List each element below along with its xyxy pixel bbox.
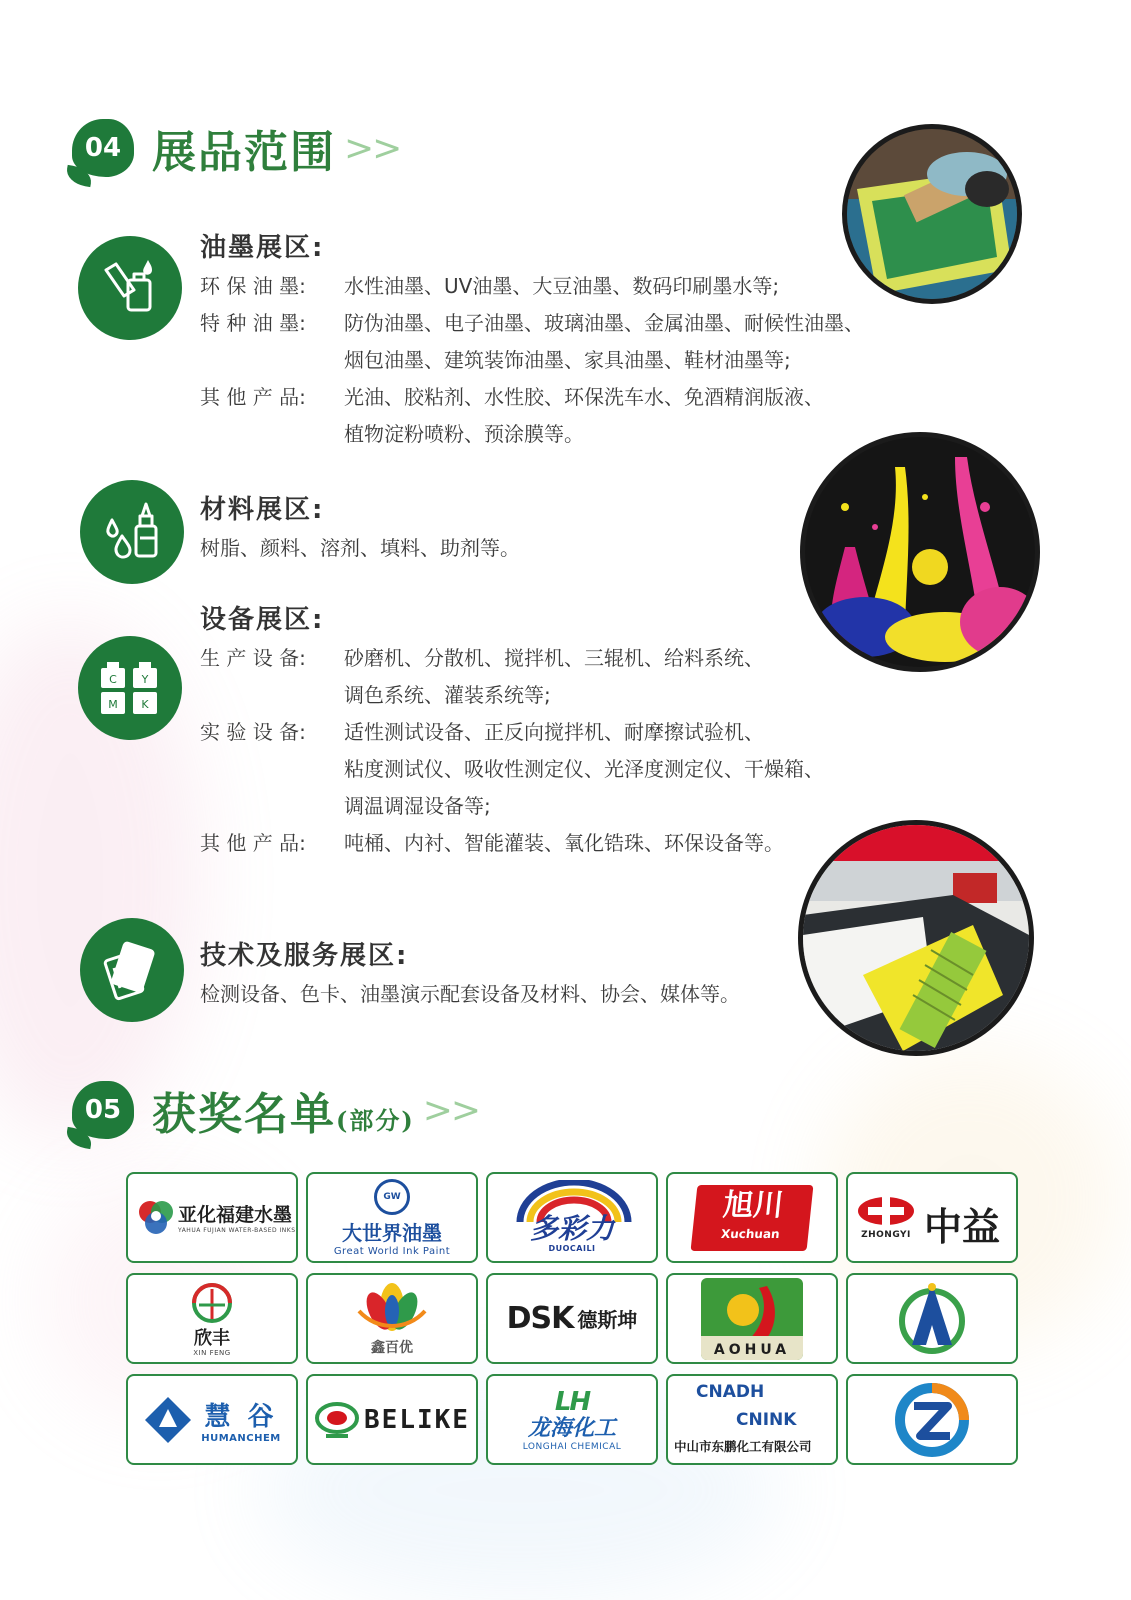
logo-yahua <box>126 1172 298 1263</box>
belike-mark-icon <box>314 1398 360 1442</box>
logo-name: 中山市东鹏化工有限公司 <box>674 1439 812 1454</box>
row-value-cont: 粘度测试仪、吸收性测定仪、光泽度测定仪、干燥箱、 <box>344 757 824 781</box>
row-label: 生 产 设 备: <box>200 646 306 670</box>
award-logo-grid <box>126 1172 1018 1465</box>
logo-dsk <box>486 1273 658 1364</box>
logo-zhongyi <box>846 1172 1018 1263</box>
logo-name: 大世界油墨 <box>341 1220 442 1245</box>
logo-z <box>846 1374 1018 1465</box>
equipment-heading: 设备展区: <box>200 605 325 635</box>
logo-aohua <box>666 1273 838 1364</box>
section-number: 04 <box>84 133 122 163</box>
mountain-mark-icon <box>892 1279 972 1359</box>
material-category-icon <box>80 480 184 584</box>
row-value: 水性油墨、UV油墨、大豆油墨、数码印刷墨水等; <box>344 274 780 298</box>
logo-name: 多彩力 <box>529 1212 614 1245</box>
logo-xuchuan <box>666 1172 838 1263</box>
row-label: 其 他 产 品: <box>200 831 306 855</box>
yahua-mark-icon <box>134 1196 178 1240</box>
ink-section <box>200 228 864 453</box>
petal-flower-icon <box>357 1281 427 1333</box>
logo-name: AOHUA <box>713 1341 791 1358</box>
logo-mountain <box>846 1273 1018 1364</box>
equipment-row <box>200 714 824 751</box>
icon-letter-c: C <box>109 673 117 686</box>
material-text: 树脂、颜料、溶剂、填料、助剂等。 <box>200 536 520 560</box>
logo-huigu <box>126 1374 298 1465</box>
logo-name: 龙海化工 <box>527 1415 616 1441</box>
longhai-mark-icon: LH <box>554 1386 590 1417</box>
printing-press-photo <box>798 820 1034 1056</box>
icon-letter-m: M <box>108 698 118 711</box>
logo-name: 中益 <box>924 1205 1001 1249</box>
section-title-sub: (部分) <box>336 1106 415 1135</box>
logo-dongpeng <box>666 1374 838 1465</box>
row-value-cont: 调温调湿设备等; <box>344 794 491 818</box>
logo-duocaili <box>486 1172 658 1263</box>
service-text: 检测设备、色卡、油墨演示配套设备及材料、协会、媒体等。 <box>200 982 740 1006</box>
service-section <box>200 936 740 1013</box>
ink-row <box>200 268 864 305</box>
icon-letter-k: K <box>141 698 149 711</box>
icon-letter-y: Y <box>141 673 149 686</box>
row-label: 实 验 设 备: <box>200 720 306 744</box>
row-label: 环 保 油 墨: <box>200 274 306 298</box>
row-value: 砂磨机、分散机、搅拌机、三辊机、给料系统、 <box>344 646 764 670</box>
material-heading: 材料展区: <box>200 495 325 525</box>
logo-name: 鑫百优 <box>371 1339 413 1356</box>
screen-printing-photo <box>842 124 1022 304</box>
service-heading: 技术及服务展区: <box>200 941 409 971</box>
row-value-cont: 烟包油墨、建筑装饰油墨、家具油墨、鞋材油墨等; <box>344 348 791 372</box>
ink-category-icon <box>78 236 182 340</box>
logo-name: 慧 谷 <box>204 1401 278 1432</box>
logo-sub: Xuchuan <box>720 1226 781 1241</box>
logo-name: BELIKE <box>364 1404 470 1435</box>
logo-name: DSK <box>506 1301 574 1336</box>
ink-row <box>200 305 864 342</box>
logo-sub: DUOCAILI <box>548 1244 596 1253</box>
z-mark-icon <box>892 1380 972 1460</box>
equipment-category-icon <box>78 636 182 740</box>
logo-name: 旭川 <box>721 1187 786 1223</box>
row-value: 防伪油墨、电子油墨、玻璃油墨、金属油墨、耐候性油墨、 <box>344 311 864 335</box>
section-number-badge <box>72 1081 134 1139</box>
ink-heading: 油墨展区: <box>200 233 325 263</box>
logo-belike <box>306 1374 478 1465</box>
logo-dashijie <box>306 1172 478 1263</box>
section-title <box>152 1078 415 1142</box>
logo-sub: HUMANCHEM <box>201 1432 281 1444</box>
logo-sub: ZHONGYI <box>861 1230 911 1240</box>
row-value: 适性测试设备、正反向搅拌机、耐摩擦试验机、 <box>344 720 764 744</box>
section-number: 05 <box>84 1095 122 1125</box>
material-section <box>200 490 520 567</box>
chevron-right-icon: >> <box>422 1089 480 1131</box>
logo-xinbaiyou <box>306 1273 478 1364</box>
section-title-main: 获奖名单 <box>152 1089 336 1140</box>
zhongyi-mark-icon <box>856 1196 916 1226</box>
service-category-icon <box>80 918 184 1022</box>
great-world-mark-icon: GW <box>374 1179 410 1215</box>
logo-sub-2: CNINK <box>736 1410 797 1430</box>
chevron-right-icon: >> <box>344 127 401 169</box>
logo-sub: YAHUA FUJIAN WATER-BASED INKS <box>178 1227 296 1234</box>
logo-sub: Great World Ink Paint <box>333 1245 451 1257</box>
equipment-row <box>200 825 824 862</box>
ink-splash-photo <box>800 432 1040 672</box>
logo-sub: 德斯坤 <box>577 1308 638 1332</box>
row-label: 特 种 油 墨: <box>200 311 306 335</box>
equipment-row <box>200 640 824 677</box>
row-value-cont: 调色系统、灌装系统等; <box>344 683 551 707</box>
equipment-section <box>200 600 824 862</box>
xinfeng-mark-icon <box>187 1281 237 1325</box>
logo-sub: CNADH <box>696 1382 765 1402</box>
logo-sub: XIN FENG <box>193 1348 231 1357</box>
row-value-cont: 植物淀粉喷粉、预涂膜等。 <box>344 422 584 446</box>
row-value: 光油、胶粘剂、水性胶、环保洗车水、免酒精润版液、 <box>344 385 824 409</box>
logo-longhai <box>486 1374 658 1465</box>
logo-sub: LONGHAI CHEMICAL <box>522 1441 622 1452</box>
section-number-badge <box>72 119 134 177</box>
ink-row <box>200 379 864 416</box>
logo-name: 欣丰 <box>194 1327 230 1349</box>
section-title: 展品范围 <box>152 127 336 178</box>
row-value: 吨桶、内衬、智能灌装、氧化锆珠、环保设备等。 <box>344 831 784 855</box>
huigu-mark-icon <box>143 1395 193 1445</box>
row-label: 其 他 产 品: <box>200 385 306 409</box>
logo-xinfeng <box>126 1273 298 1364</box>
section-04-header <box>72 108 400 188</box>
logo-name: 亚化福建水墨 <box>178 1204 293 1226</box>
section-05-header <box>72 1070 479 1150</box>
